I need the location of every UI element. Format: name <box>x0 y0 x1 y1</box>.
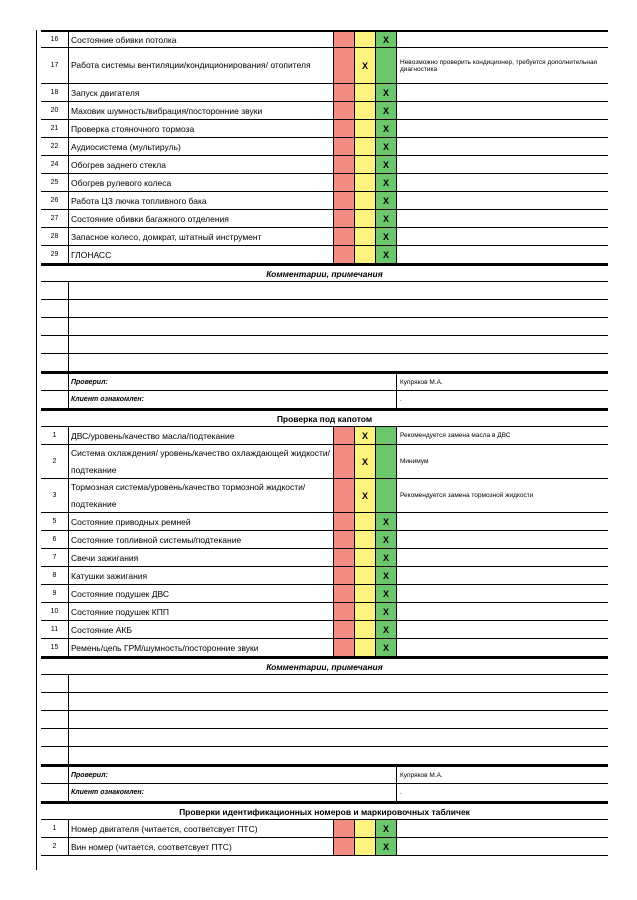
row-comment: Минимум <box>400 458 429 465</box>
status-red-cell[interactable] <box>334 639 355 656</box>
row-number: 24 <box>41 156 69 173</box>
checklist-row <box>41 567 608 585</box>
row-item-name: Номер двигателя (читается, соответсвует ПТС) <box>69 820 334 837</box>
signature-number-cell <box>41 784 69 801</box>
row-number: 5 <box>41 513 69 530</box>
status-green-cell[interactable]: X <box>376 820 397 837</box>
row-comment <box>397 120 608 137</box>
status-green-cell[interactable]: X <box>376 513 397 530</box>
signature-row <box>41 784 608 802</box>
status-green-cell[interactable] <box>376 48 397 83</box>
status-green-cell[interactable]: X <box>376 210 397 227</box>
comment-line[interactable] <box>41 336 608 354</box>
checklist-row <box>41 246 608 264</box>
status-green-cell[interactable] <box>376 427 397 444</box>
status-yellow-cell[interactable] <box>355 32 376 47</box>
status-red-cell[interactable] <box>334 838 355 855</box>
row-number: 25 <box>41 174 69 191</box>
row-number: 20 <box>41 102 69 119</box>
row-number: 16 <box>41 32 69 47</box>
row-item-name: Вин номер (читается, соответсвует ПТС) <box>69 838 334 855</box>
row-item-name: Маховик шумность/вибрация/посторонние звуки <box>69 102 334 119</box>
status-red-cell[interactable] <box>334 84 355 101</box>
checklist-row <box>41 639 608 657</box>
comment-line[interactable] <box>41 318 608 336</box>
row-comment <box>397 838 608 855</box>
comment-line-number-cell <box>41 336 69 353</box>
row-comment <box>397 192 608 209</box>
row-comment: Рекомендуется замена масла в ДВС <box>400 432 511 439</box>
checklist-row <box>41 48 608 84</box>
row-item-name: Тормозная система/уровень/качество тормозной жидкости/подтекание <box>69 479 334 512</box>
row-number: 29 <box>41 246 69 263</box>
status-red-cell[interactable] <box>334 445 355 478</box>
status-red-cell[interactable] <box>334 210 355 227</box>
status-green-cell[interactable]: X <box>376 531 397 548</box>
row-comment: Невозможно проверить кондиционер, требуется дополнительная диагностика <box>400 58 598 73</box>
row-item-name: Состояние обивки багажного отделения <box>69 210 334 227</box>
signature-number-cell <box>41 391 69 408</box>
status-green-cell[interactable]: X <box>376 84 397 101</box>
status-green-cell[interactable]: X <box>376 192 397 209</box>
row-comment <box>397 820 608 837</box>
checklist-row <box>41 120 608 138</box>
checklist-row <box>41 192 608 210</box>
checklist-row <box>41 603 608 621</box>
row-item-name: Проверка стояночного тормоза <box>69 120 334 137</box>
checklist-row <box>41 820 608 838</box>
status-red-cell[interactable] <box>334 820 355 837</box>
status-yellow-cell[interactable] <box>355 513 376 530</box>
status-green-cell[interactable]: X <box>376 102 397 119</box>
checklist-row <box>41 30 608 48</box>
status-yellow-cell[interactable] <box>355 210 376 227</box>
comment-line-number-cell <box>41 729 69 746</box>
status-yellow-cell[interactable] <box>355 84 376 101</box>
checklist-row <box>41 174 608 192</box>
section-heading: Проверка под капотом <box>41 409 608 427</box>
row-number: 10 <box>41 603 69 620</box>
row-number: 7 <box>41 549 69 566</box>
row-item-name: Ремень/цепь ГРМ/шумность/посторонние звуки <box>69 639 334 656</box>
signature-label: Проверил: <box>69 767 397 783</box>
row-number: 3 <box>41 479 69 512</box>
row-number: 9 <box>41 585 69 602</box>
status-green-cell[interactable]: X <box>376 603 397 620</box>
status-green-cell[interactable] <box>376 445 397 478</box>
row-item-name: Система охлаждения/ уровень/качество охлаждающей жидкости/подтекание <box>69 445 334 478</box>
status-green-cell[interactable]: X <box>376 228 397 245</box>
row-number: 11 <box>41 621 69 638</box>
row-number: 6 <box>41 531 69 548</box>
row-item-name: Катушки зажигания <box>69 567 334 584</box>
checklist-row <box>41 228 608 246</box>
checklist-row <box>41 549 608 567</box>
row-number: 17 <box>41 48 69 83</box>
signature-number-cell <box>41 767 69 783</box>
row-comment <box>397 174 608 191</box>
row-item-name: Свечи зажигания <box>69 549 334 566</box>
status-green-cell[interactable]: X <box>376 639 397 656</box>
status-red-cell[interactable] <box>334 531 355 548</box>
status-yellow-cell[interactable]: X <box>355 445 376 478</box>
row-item-name: Обогрев рулевого колеса <box>69 174 334 191</box>
status-red-cell[interactable] <box>334 32 355 47</box>
signature-value: . <box>400 396 402 403</box>
status-green-cell[interactable]: X <box>376 174 397 191</box>
status-yellow-cell[interactable] <box>355 156 376 173</box>
comment-line[interactable] <box>41 282 608 300</box>
status-yellow-cell[interactable] <box>355 549 376 566</box>
page-left-border <box>36 30 37 870</box>
row-comment <box>397 228 608 245</box>
status-yellow-cell[interactable] <box>355 838 376 855</box>
status-green-cell[interactable]: X <box>376 138 397 155</box>
status-yellow-cell[interactable] <box>355 585 376 602</box>
status-red-cell[interactable] <box>334 513 355 530</box>
checklist-row <box>41 445 608 479</box>
row-item-name: Работа системы вентиляции/кондиционирования/ отопителя <box>69 48 334 83</box>
row-comment <box>397 156 608 173</box>
row-comment <box>397 210 608 227</box>
checklist-row <box>41 513 608 531</box>
status-yellow-cell[interactable] <box>355 120 376 137</box>
checklist-row <box>41 838 608 856</box>
status-yellow-cell[interactable] <box>355 531 376 548</box>
row-number: 21 <box>41 120 69 137</box>
row-item-name: Запасное колесо, домкрат, штатный инструмент <box>69 228 334 245</box>
comment-line-number-cell <box>41 747 69 764</box>
status-yellow-cell[interactable]: X <box>355 427 376 444</box>
row-comment <box>397 585 608 602</box>
row-number: 28 <box>41 228 69 245</box>
signature-label: Клиент ознакомлен: <box>69 391 397 408</box>
row-comment <box>397 603 608 620</box>
status-green-cell[interactable]: X <box>376 120 397 137</box>
status-red-cell[interactable] <box>334 120 355 137</box>
status-green-cell[interactable]: X <box>376 567 397 584</box>
checklist-row <box>41 479 608 513</box>
row-number: 18 <box>41 84 69 101</box>
status-green-cell[interactable]: X <box>376 585 397 602</box>
comment-line[interactable] <box>41 693 608 711</box>
status-yellow-cell[interactable] <box>355 621 376 638</box>
status-yellow-cell[interactable]: X <box>355 479 376 512</box>
status-yellow-cell[interactable] <box>355 246 376 263</box>
row-item-name: ГЛОНАСС <box>69 246 334 263</box>
row-item-name: Состояние подушек КПП <box>69 603 334 620</box>
status-red-cell[interactable] <box>334 156 355 173</box>
row-item-name: Состояние обивки потолка <box>69 32 334 47</box>
signature-number-cell <box>41 374 69 390</box>
row-number: 8 <box>41 567 69 584</box>
checklist-row <box>41 102 608 120</box>
comment-line[interactable] <box>41 675 608 693</box>
checklist-row <box>41 621 608 639</box>
status-green-cell[interactable]: X <box>376 838 397 855</box>
row-number: 2 <box>41 838 69 855</box>
comment-line-number-cell <box>41 711 69 728</box>
comment-line-number-cell <box>41 300 69 317</box>
status-red-cell[interactable] <box>334 585 355 602</box>
row-number: 1 <box>41 427 69 444</box>
status-yellow-cell[interactable] <box>355 567 376 584</box>
status-yellow-cell[interactable] <box>355 820 376 837</box>
status-red-cell[interactable] <box>334 192 355 209</box>
status-red-cell[interactable] <box>334 603 355 620</box>
row-comment <box>397 513 608 530</box>
signature-row <box>41 372 608 391</box>
comment-line-number-cell <box>41 318 69 335</box>
status-red-cell[interactable] <box>334 138 355 155</box>
row-item-name: Работа ЦЗ лючка топливного бака <box>69 192 334 209</box>
row-number: 22 <box>41 138 69 155</box>
row-comment <box>397 567 608 584</box>
row-number: 26 <box>41 192 69 209</box>
comment-line[interactable] <box>41 300 608 318</box>
status-red-cell[interactable] <box>334 479 355 512</box>
row-comment <box>397 531 608 548</box>
row-number: 27 <box>41 210 69 227</box>
status-red-cell[interactable] <box>334 621 355 638</box>
row-comment <box>397 621 608 638</box>
status-yellow-cell[interactable] <box>355 639 376 656</box>
section-heading: Проверки идентификационных номеров и маркировочных табличек <box>41 802 608 820</box>
row-number: 1 <box>41 820 69 837</box>
comment-line-number-cell <box>41 693 69 710</box>
row-item-name: Аудиосистема (мультируль) <box>69 138 334 155</box>
row-comment <box>397 246 608 263</box>
status-red-cell[interactable] <box>334 427 355 444</box>
row-item-name: ДВС/уровень/качество масла/подтекание <box>69 427 334 444</box>
status-green-cell[interactable] <box>376 479 397 512</box>
row-comment <box>397 102 608 119</box>
row-item-name: Состояние приводных ремней <box>69 513 334 530</box>
row-comment <box>397 138 608 155</box>
status-red-cell[interactable] <box>334 48 355 83</box>
row-comment <box>397 84 608 101</box>
status-yellow-cell[interactable] <box>355 102 376 119</box>
status-red-cell[interactable] <box>334 567 355 584</box>
status-green-cell[interactable]: X <box>376 32 397 47</box>
comment-line[interactable] <box>41 729 608 747</box>
checklist-row <box>41 427 608 445</box>
checklist-row <box>41 210 608 228</box>
row-item-name: Состояние подушек ДВС <box>69 585 334 602</box>
row-item-name: Состояние АКБ <box>69 621 334 638</box>
signature-label: Проверил: <box>69 374 397 390</box>
signature-value: . <box>400 789 402 796</box>
comments-heading: Комментарии, примечания <box>41 657 608 675</box>
status-green-cell[interactable]: X <box>376 156 397 173</box>
checklist-row <box>41 531 608 549</box>
row-number: 15 <box>41 639 69 656</box>
status-yellow-cell[interactable] <box>355 138 376 155</box>
signature-label: Клиент ознакомлен: <box>69 784 397 801</box>
status-red-cell[interactable] <box>334 549 355 566</box>
signature-row <box>41 765 608 784</box>
comment-line[interactable] <box>41 747 608 765</box>
status-red-cell[interactable] <box>334 174 355 191</box>
status-green-cell[interactable]: X <box>376 621 397 638</box>
signature-row <box>41 391 608 409</box>
row-comment <box>397 639 608 656</box>
status-red-cell[interactable] <box>334 246 355 263</box>
row-item-name: Обогрев заднего стекла <box>69 156 334 173</box>
status-yellow-cell[interactable] <box>355 192 376 209</box>
row-comment <box>397 32 608 47</box>
comment-line-number-cell <box>41 354 69 371</box>
comment-line-number-cell <box>41 282 69 299</box>
status-yellow-cell[interactable] <box>355 603 376 620</box>
status-red-cell[interactable] <box>334 228 355 245</box>
status-green-cell[interactable]: X <box>376 549 397 566</box>
row-item-name: Запуск двигателя <box>69 84 334 101</box>
status-yellow-cell[interactable] <box>355 228 376 245</box>
checklist-row <box>41 156 608 174</box>
comments-heading: Комментарии, примечания <box>41 264 608 282</box>
checklist-row <box>41 84 608 102</box>
status-yellow-cell[interactable]: X <box>355 48 376 83</box>
status-green-cell[interactable]: X <box>376 246 397 263</box>
signature-value: Купряков М.А. <box>400 771 443 779</box>
status-red-cell[interactable] <box>334 102 355 119</box>
row-item-name: Состояние топливной системы/подтекание <box>69 531 334 548</box>
status-yellow-cell[interactable] <box>355 174 376 191</box>
checklist-row <box>41 585 608 603</box>
checklist-row <box>41 138 608 156</box>
comment-line[interactable] <box>41 711 608 729</box>
comment-line-number-cell <box>41 675 69 692</box>
signature-value: Купряков М.А. <box>400 378 443 386</box>
row-number: 2 <box>41 445 69 478</box>
comment-line[interactable] <box>41 354 608 372</box>
row-comment: Рекомендуется замена тормозной жидкости <box>400 492 534 499</box>
row-comment <box>397 549 608 566</box>
